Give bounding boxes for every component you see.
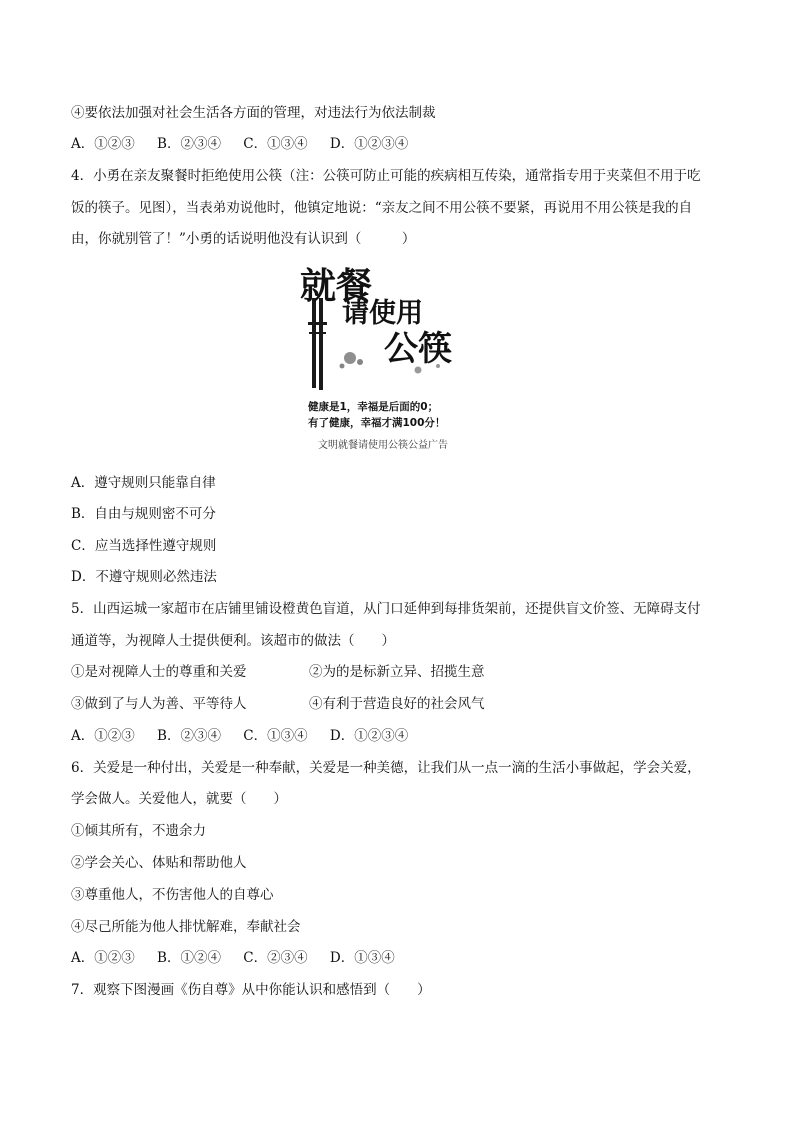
q4-option-a: A．遵守规则只能靠自律 [71, 475, 216, 491]
q6-item-4: ④尽己所能为他人排忧解难，奉献社会 [71, 919, 301, 935]
q5-items-row-1 [71, 662, 485, 682]
q5-item-4: ④有利于营造良好的社会风气 [309, 696, 485, 712]
q4-option-d: D．不遵守规则必然违法 [71, 569, 217, 585]
q5-option-c: C．①③④ [243, 728, 308, 744]
poster-slogan-1: 健康是1，幸福是后面的0； [308, 401, 439, 413]
q4-stem-line-2: 饭的筷子。见图），当表弟劝说他时，他镇定地说：“亲友之间不用公筷不要紧，再说用不用公筷是我的自 [71, 200, 693, 216]
q6-option-d: D．①③④ [329, 950, 395, 966]
chopsticks-illustration [308, 298, 327, 390]
q5-item-2: ②为的是标新立异、招揽生意 [309, 664, 485, 680]
q6-option-b: B．①②④ [157, 950, 221, 966]
calligraphy-line-1: 就餐 [300, 265, 373, 307]
calligraphy-line-2: 请使用 [342, 298, 423, 329]
poster-slogan-2: 有了健康，幸福才满100分！ [308, 417, 446, 429]
q5-option-d: D．①②③④ [329, 728, 409, 744]
q5-stem-line-2: 通道等，为视障人士提供便利。该超市的做法（ ） [71, 633, 395, 649]
q3-item-4: ④要依法加强对社会生活各方面的管理，对违法行为依法制裁 [71, 105, 436, 121]
q5-item-1: ①是对视障人士的尊重和关爱 [71, 664, 247, 680]
q3-options [71, 134, 426, 154]
q4-option-c: C．应当选择性遵守规则 [71, 538, 217, 554]
q6-options [71, 948, 413, 968]
q6-item-1: ①倾其所有，不遗余力 [71, 823, 206, 839]
q6-stem-line-2: 学会做人。关爱他人，就要（ ） [71, 791, 287, 807]
q3-option-c: C．①③④ [243, 136, 308, 152]
q5-stem-line-1: 5．山西运城一家超市在店铺里铺设橙黄色盲道，从门口延伸到每排货架前，还提供盲文价签、无障碍支付 [71, 601, 701, 617]
q3-option-d: D．①②③④ [329, 136, 409, 152]
public-chopsticks-poster [298, 258, 498, 456]
q5-options [71, 726, 426, 746]
q3-option-b: B．②③④ [157, 136, 221, 152]
q5-item-3: ③做到了与人为善、平等待人 [71, 696, 247, 712]
q4-option-b: B．自由与规则密不可分 [71, 506, 216, 522]
q4-stem-line-3: 由，你就别管了！”小勇的话说明他没有认识到（ ） [71, 231, 416, 247]
calligraphy-line-3: 公筷 [384, 329, 452, 369]
q6-stem-line-1: 6．关爱是一种付出，关爱是一种奉献，关爱是一种美德，让我们从一点一滴的生活小事做起，学会关爱， [71, 760, 701, 776]
q3-option-a: A．①②③ [71, 136, 135, 152]
q6-item-2: ②学会关心、体贴和帮助他人 [71, 855, 247, 871]
poster-caption: 文明就餐请使用公筷公益广告 [318, 440, 448, 451]
q6-option-a: A．①②③ [71, 950, 135, 966]
q6-option-c: C．②③④ [243, 950, 308, 966]
q5-option-b: B．②③④ [157, 728, 221, 744]
q5-option-a: A．①②③ [71, 728, 135, 744]
q5-items-row-2 [71, 694, 485, 714]
q6-item-3: ③尊重他人，不伤害他人的自尊心 [71, 887, 274, 903]
q7-stem-line-1: 7．观察下图漫画《伤自尊》从中你能认识和感悟到（ ） [71, 982, 431, 998]
q4-stem-line-1: 4．小勇在亲友聚餐时拒绝使用公筷（注：公筷可防止可能的疾病相互传染，通常指专用于夹菜但不用于吃 [71, 168, 701, 184]
